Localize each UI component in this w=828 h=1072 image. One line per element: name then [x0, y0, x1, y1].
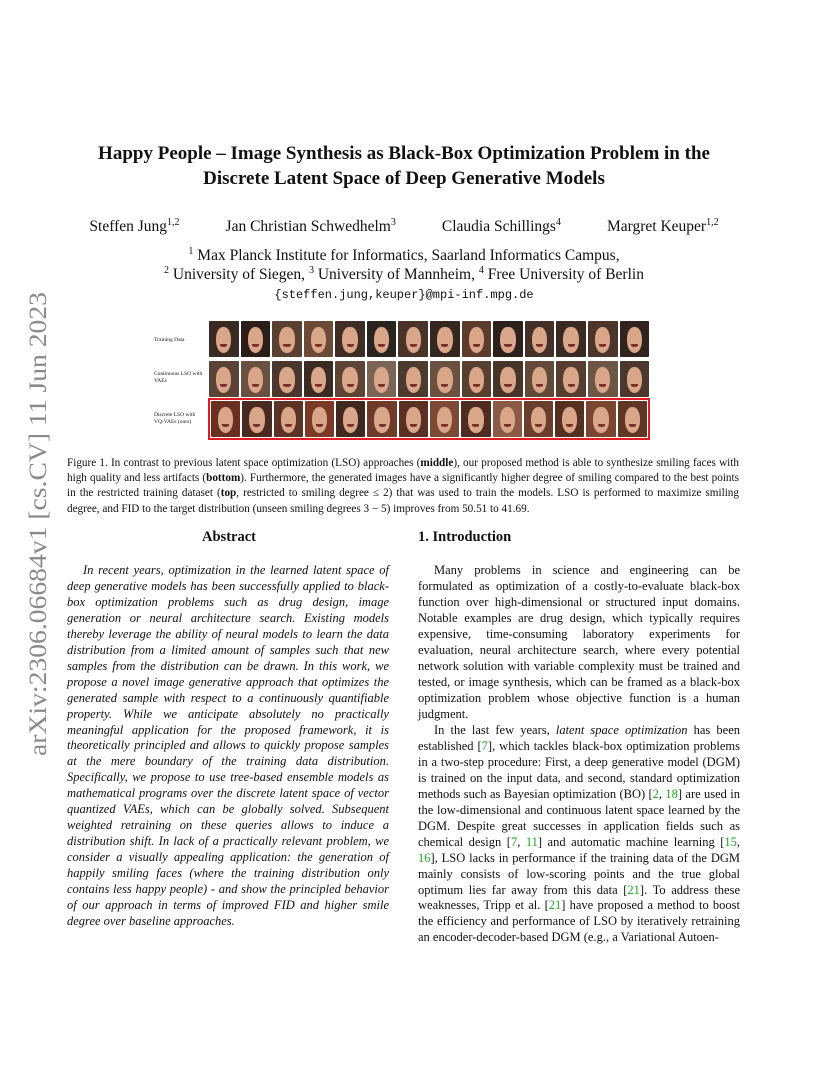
title-line-2: Discrete Latent Space of Deep Generative Models	[203, 168, 605, 189]
face-image	[367, 361, 397, 397]
face-image	[272, 361, 302, 397]
face-image	[525, 361, 555, 397]
intro-paragraph-1: Many problems in science and engineering can be formulated as optimization of a costly-to-evaluate black-box function over high-dimensional or structured input domains. Notable examples are drug design, which typically requires expensive, time-consuming laboratory experiments for evaluation, neural architecture search, where every potential network solution with variable complexity must be trained and tested, or image synthesis, which can be framed as a black-box optimization problem whose objective function is a human judgment.	[418, 563, 740, 721]
citation-link[interactable]: 18	[665, 786, 678, 801]
arxiv-sidebar	[10, 290, 60, 760]
author: Claudia Schillings$^4$	[441, 217, 561, 235]
figure-row-label: Discrete LSO with VQ-VAEs (ours)	[154, 412, 196, 425]
face-image	[620, 321, 650, 357]
face-image	[493, 361, 523, 397]
abstract-heading: Abstract	[202, 529, 256, 545]
face-image	[242, 401, 271, 437]
face-image	[493, 321, 523, 357]
affiliation-line-1: $^1$ Max Planck Institute for Informatics, Saarland Informatics Campus,	[188, 246, 620, 264]
face-image	[588, 321, 618, 357]
figure-caption: Figure 1. In contrast to previous latent space optimization (LSO) approaches (middle), our proposed method is able to synthesize smiling faces with high quality and less artifacts (bottom). Furthermore, the generated images have a significantly higher degree of smiling compared to the best points in the restricted training dataset (top, restricted to smiling degree ≤ 2) that was used to train the models. LSO is performed to maximize smiling degree, and FID to the target distribution (unseen smiling degrees 3 − 5) improves from 50.51 to 41.69.	[67, 457, 739, 515]
face-image	[556, 321, 586, 357]
face-row-continuous	[208, 360, 650, 398]
introduction-heading: 1. Introduction	[418, 529, 512, 545]
arxiv-id: arXiv:2306.06684v1 [cs.CV] 11 Jun 2023	[25, 336, 52, 756]
face-image	[241, 361, 271, 397]
citation-link[interactable]: 7	[510, 834, 518, 849]
face-image	[525, 321, 555, 357]
face-image	[304, 361, 334, 397]
figure-row-label: Training Data	[154, 337, 185, 343]
face-image	[305, 401, 334, 437]
face-image	[211, 401, 240, 437]
face-image	[209, 321, 239, 357]
face-image	[367, 401, 396, 437]
citation-link[interactable]: 7	[481, 738, 488, 753]
author: Jan Christian Schwedhelm$^3$	[225, 217, 396, 235]
face-row-discrete	[208, 398, 650, 440]
citation-link[interactable]: 21	[627, 882, 640, 897]
face-image	[461, 401, 490, 437]
face-image	[335, 361, 365, 397]
face-image	[430, 401, 459, 437]
face-image	[524, 401, 553, 437]
face-image	[618, 401, 647, 437]
face-image	[493, 401, 522, 437]
abstract-text: In recent years, optimization in the learned latent space of deep generative models has been successfully applied to black-box optimization problems such as drug design, image generation or neural architecture search. Existing models thereby leverage the ability of neural models to learn the data distribution from a limited amount of samples such that new samples from the distribution can be drawn. In this work, we propose a novel image generative approach that optimizes the generated sample with respect to a continuously quantifiable property. While we anticipate absolutely no practically meaningful application for the proposed framework, it is theoretically principled and allows to quickly propose samples at the mere boundary of the training data distribution. Specifically, we propose to use tree-based ensemble models as mathematical programs over the discrete latent space of vector quantized VAEs, which can be globally solved. Subsequent weighted retraining on these queries allows to induce a distribution shift. In lack of a practically relevant problem, we consider a visually appealing application: the generation of happily smiling faces (where the training distribution only contains less happy people) - and show the principled behavior of our approach in terms of improved FID and higher smile degree over baseline approaches.	[67, 563, 389, 928]
author-email: {steffen.jung,keuper}@mpi-inf.mpg.de	[274, 288, 534, 302]
face-image	[241, 321, 271, 357]
face-image	[272, 321, 302, 357]
face-row-training	[208, 320, 650, 358]
paper-title	[80, 141, 728, 191]
face-image	[588, 361, 618, 397]
face-image	[556, 361, 586, 397]
figure-row-label: Continuous LSO with VAEs	[154, 371, 203, 384]
citation-link[interactable]: 11	[525, 834, 538, 849]
face-image	[367, 321, 397, 357]
face-image	[336, 401, 365, 437]
face-image	[304, 321, 334, 357]
face-image	[335, 321, 365, 357]
face-image	[586, 401, 615, 437]
face-image	[398, 321, 428, 357]
author-list	[80, 217, 728, 236]
author: Margret Keuper$^{1,2}$	[606, 217, 719, 235]
face-image	[398, 361, 428, 397]
face-image	[462, 321, 492, 357]
face-image	[274, 401, 303, 437]
citation-link[interactable]: 15	[724, 834, 737, 849]
face-image	[555, 401, 584, 437]
face-image	[430, 321, 460, 357]
face-image	[430, 361, 460, 397]
face-image	[209, 361, 239, 397]
face-image	[399, 401, 428, 437]
citation-link[interactable]: 16	[418, 850, 431, 865]
face-image	[462, 361, 492, 397]
face-image	[620, 361, 650, 397]
citation-link[interactable]: 2	[652, 786, 659, 801]
intro-paragraph-2: In the last few years, latent space optimization has been established [7], which tackles black-box optimization problems in a two-step procedure: First, a deep generative model (DGM) is trained on the input data, and second, standard optimization methods such as Bayesian optimization (BO) [2, 18] are used in the low-dimensional and continuous latent space learned by the DGM. Despite great successes in application fields such as chemical design [7, 11] and automatic machine learning [15, 16], LSO lacks in performance if the training data of the DGM mainly consists of low-scoring points and the true global optimum lies far away from this data [21]. To address these weaknesses, Tripp et al. [21] have proposed a method to boost the efficiency and performance of LSO by iteratively retraining an encoder-decoder-based DGM (e.g., a Variational Autoen-	[418, 723, 741, 945]
title-line-1: Happy People – Image Synthesis as Black-Box Optimization Problem in the	[98, 143, 710, 164]
affiliation-line-2: $^2$ University of Siegen, $^3$ University of Mannheim, $^4$ Free University of Berlin	[164, 265, 644, 283]
citation-link[interactable]: 21	[548, 898, 562, 913]
author: Steffen Jung$^{1,2}$	[89, 217, 180, 235]
